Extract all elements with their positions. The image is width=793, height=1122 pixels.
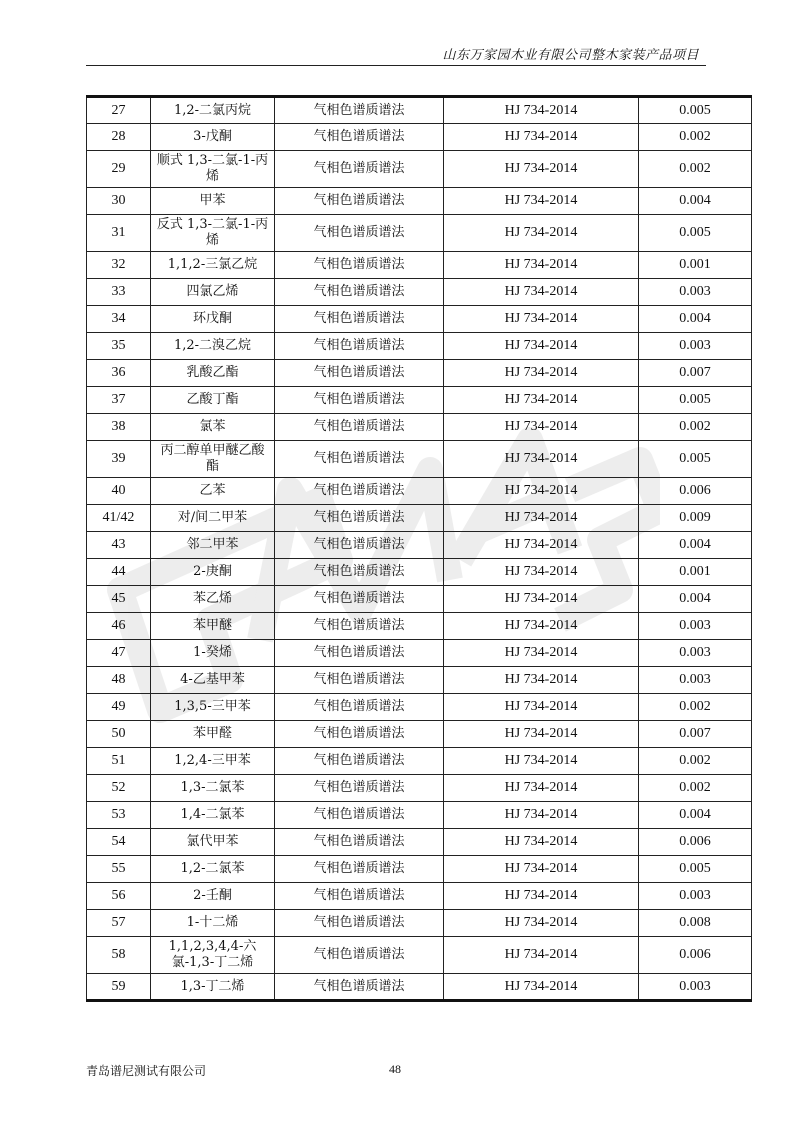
- cell-standard: HJ 734-2014: [444, 883, 639, 910]
- cell-standard: HJ 734-2014: [444, 613, 639, 640]
- cell-number: 52: [87, 775, 151, 802]
- cell-compound-name: 1,3-二氯苯: [151, 775, 275, 802]
- cell-compound-name: 1,1,2,3,4,4-六氯-1,3-丁二烯: [151, 937, 275, 974]
- cell-standard: HJ 734-2014: [444, 559, 639, 586]
- footer-company: 青岛谱尼测试有限公司: [86, 1064, 207, 1078]
- table-row: [87, 613, 752, 640]
- cell-method: 气相色谱质谱法: [275, 279, 444, 306]
- cell-limit: 0.004: [639, 532, 752, 559]
- table-row: [87, 215, 752, 252]
- cell-standard: HJ 734-2014: [444, 360, 639, 387]
- cell-compound-name: 1,2-二氯丙烷: [151, 97, 275, 124]
- cell-standard: HJ 734-2014: [444, 937, 639, 974]
- cell-standard: HJ 734-2014: [444, 279, 639, 306]
- cell-limit: 0.002: [639, 151, 752, 188]
- cell-method: 气相色谱质谱法: [275, 306, 444, 333]
- cell-standard: HJ 734-2014: [444, 974, 639, 1001]
- cell-method: 气相色谱质谱法: [275, 694, 444, 721]
- cell-limit: 0.003: [639, 279, 752, 306]
- table-row: [87, 937, 752, 974]
- cell-standard: HJ 734-2014: [444, 721, 639, 748]
- cell-compound-name: 2-庚酮: [151, 559, 275, 586]
- detection-limit-table-container: [86, 95, 711, 1002]
- table-row: [87, 279, 752, 306]
- cell-standard: HJ 734-2014: [444, 748, 639, 775]
- cell-method: 气相色谱质谱法: [275, 532, 444, 559]
- cell-compound-name: 1-癸烯: [151, 640, 275, 667]
- cell-number: 43: [87, 532, 151, 559]
- cell-compound-name: 邻二甲苯: [151, 532, 275, 559]
- cell-method: 气相色谱质谱法: [275, 748, 444, 775]
- table-row: [87, 883, 752, 910]
- cell-number: 55: [87, 856, 151, 883]
- cell-limit: 0.002: [639, 748, 752, 775]
- table-row: [87, 532, 752, 559]
- cell-standard: HJ 734-2014: [444, 97, 639, 124]
- cell-number: 34: [87, 306, 151, 333]
- cell-compound-name: 1-十二烯: [151, 910, 275, 937]
- cell-compound-name: 四氯乙烯: [151, 279, 275, 306]
- table-body: [87, 97, 752, 1001]
- cell-number: 29: [87, 151, 151, 188]
- cell-limit: 0.002: [639, 775, 752, 802]
- cell-limit: 0.003: [639, 333, 752, 360]
- cell-compound-name: 甲苯: [151, 188, 275, 215]
- table-row: [87, 124, 752, 151]
- table-row: [87, 333, 752, 360]
- cell-compound-name: 1,2,4-三甲苯: [151, 748, 275, 775]
- table-row: [87, 856, 752, 883]
- cell-number: 41/42: [87, 505, 151, 532]
- cell-method: 气相色谱质谱法: [275, 333, 444, 360]
- cell-number: 48: [87, 667, 151, 694]
- cell-method: 气相色谱质谱法: [275, 586, 444, 613]
- cell-limit: 0.002: [639, 414, 752, 441]
- cell-method: 气相色谱质谱法: [275, 856, 444, 883]
- cell-method: 气相色谱质谱法: [275, 188, 444, 215]
- cell-limit: 0.005: [639, 441, 752, 478]
- cell-compound-name: 1,3,5-三甲苯: [151, 694, 275, 721]
- cell-compound-name: 苯甲醛: [151, 721, 275, 748]
- cell-standard: HJ 734-2014: [444, 414, 639, 441]
- cell-standard: HJ 734-2014: [444, 910, 639, 937]
- table-row: [87, 97, 752, 124]
- cell-limit: 0.007: [639, 721, 752, 748]
- cell-number: 27: [87, 97, 151, 124]
- cell-limit: 0.006: [639, 478, 752, 505]
- table-row: [87, 775, 752, 802]
- cell-compound-name: 氯苯: [151, 414, 275, 441]
- cell-standard: HJ 734-2014: [444, 333, 639, 360]
- cell-method: 气相色谱质谱法: [275, 883, 444, 910]
- cell-compound-name: 2-壬酮: [151, 883, 275, 910]
- cell-method: 气相色谱质谱法: [275, 505, 444, 532]
- cell-compound-name: 苯甲醚: [151, 613, 275, 640]
- cell-standard: HJ 734-2014: [444, 215, 639, 252]
- cell-limit: 0.007: [639, 360, 752, 387]
- cell-method: 气相色谱质谱法: [275, 215, 444, 252]
- cell-standard: HJ 734-2014: [444, 441, 639, 478]
- cell-number: 38: [87, 414, 151, 441]
- cell-limit: 0.006: [639, 937, 752, 974]
- cell-compound-name: 1,3-丁二烯: [151, 974, 275, 1001]
- cell-standard: HJ 734-2014: [444, 640, 639, 667]
- cell-standard: HJ 734-2014: [444, 151, 639, 188]
- cell-standard: HJ 734-2014: [444, 306, 639, 333]
- table-row: [87, 721, 752, 748]
- cell-limit: 0.003: [639, 883, 752, 910]
- cell-number: 49: [87, 694, 151, 721]
- cell-number: 57: [87, 910, 151, 937]
- cell-method: 气相色谱质谱法: [275, 802, 444, 829]
- cell-standard: HJ 734-2014: [444, 387, 639, 414]
- cell-method: 气相色谱质谱法: [275, 559, 444, 586]
- cell-number: 53: [87, 802, 151, 829]
- cell-compound-name: 乳酸乙酯: [151, 360, 275, 387]
- cell-limit: 0.002: [639, 124, 752, 151]
- detection-limit-table: [86, 95, 752, 1002]
- cell-number: 35: [87, 333, 151, 360]
- cell-method: 气相色谱质谱法: [275, 775, 444, 802]
- cell-compound-name: 反式 1,3-二氯-1-丙烯: [151, 215, 275, 252]
- cell-compound-name: 丙二醇单甲醚乙酸酯: [151, 441, 275, 478]
- cell-method: 气相色谱质谱法: [275, 478, 444, 505]
- table-row: [87, 414, 752, 441]
- cell-method: 气相色谱质谱法: [275, 721, 444, 748]
- cell-method: 气相色谱质谱法: [275, 441, 444, 478]
- table-row: [87, 387, 752, 414]
- cell-standard: HJ 734-2014: [444, 694, 639, 721]
- cell-standard: HJ 734-2014: [444, 856, 639, 883]
- cell-number: 31: [87, 215, 151, 252]
- cell-number: 50: [87, 721, 151, 748]
- page-header-title: 山东万家园木业有限公司整木家装产品项目: [442, 48, 699, 63]
- cell-number: 39: [87, 441, 151, 478]
- cell-method: 气相色谱质谱法: [275, 937, 444, 974]
- cell-compound-name: 1,4-二氯苯: [151, 802, 275, 829]
- cell-number: 37: [87, 387, 151, 414]
- cell-number: 54: [87, 829, 151, 856]
- cell-number: 32: [87, 252, 151, 279]
- cell-limit: 0.003: [639, 613, 752, 640]
- table-row: [87, 694, 752, 721]
- cell-number: 56: [87, 883, 151, 910]
- cell-limit: 0.005: [639, 215, 752, 252]
- cell-limit: 0.005: [639, 97, 752, 124]
- cell-number: 40: [87, 478, 151, 505]
- cell-standard: HJ 734-2014: [444, 478, 639, 505]
- cell-compound-name: 1,2-二溴乙烷: [151, 333, 275, 360]
- table-row: [87, 640, 752, 667]
- cell-limit: 0.003: [639, 640, 752, 667]
- cell-method: 气相色谱质谱法: [275, 974, 444, 1001]
- cell-number: 44: [87, 559, 151, 586]
- table-row: [87, 252, 752, 279]
- cell-compound-name: 3-戊酮: [151, 124, 275, 151]
- cell-standard: HJ 734-2014: [444, 505, 639, 532]
- table-row: [87, 441, 752, 478]
- cell-limit: 0.003: [639, 667, 752, 694]
- cell-number: 59: [87, 974, 151, 1001]
- cell-limit: 0.001: [639, 252, 752, 279]
- cell-compound-name: 氯代甲苯: [151, 829, 275, 856]
- cell-number: 45: [87, 586, 151, 613]
- table-row: [87, 559, 752, 586]
- cell-method: 气相色谱质谱法: [275, 387, 444, 414]
- cell-number: 30: [87, 188, 151, 215]
- cell-method: 气相色谱质谱法: [275, 252, 444, 279]
- cell-number: 33: [87, 279, 151, 306]
- cell-standard: HJ 734-2014: [444, 124, 639, 151]
- table-row: [87, 910, 752, 937]
- cell-limit: 0.008: [639, 910, 752, 937]
- cell-method: 气相色谱质谱法: [275, 667, 444, 694]
- cell-compound-name: 环戊酮: [151, 306, 275, 333]
- cell-number: 28: [87, 124, 151, 151]
- cell-number: 36: [87, 360, 151, 387]
- cell-compound-name: 4-乙基甲苯: [151, 667, 275, 694]
- cell-compound-name: 对/间二甲苯: [151, 505, 275, 532]
- cell-limit: 0.004: [639, 188, 752, 215]
- cell-method: 气相色谱质谱法: [275, 360, 444, 387]
- cell-number: 58: [87, 937, 151, 974]
- cell-method: 气相色谱质谱法: [275, 151, 444, 188]
- table-row: [87, 505, 752, 532]
- cell-limit: 0.004: [639, 802, 752, 829]
- cell-limit: 0.005: [639, 856, 752, 883]
- cell-method: 气相色谱质谱法: [275, 97, 444, 124]
- cell-limit: 0.009: [639, 505, 752, 532]
- cell-limit: 0.004: [639, 306, 752, 333]
- cell-standard: HJ 734-2014: [444, 775, 639, 802]
- table-row: [87, 360, 752, 387]
- cell-compound-name: 1,2-二氯苯: [151, 856, 275, 883]
- table-row: [87, 306, 752, 333]
- table-row: [87, 151, 752, 188]
- cell-limit: 0.004: [639, 586, 752, 613]
- cell-compound-name: 苯乙烯: [151, 586, 275, 613]
- table-row: [87, 829, 752, 856]
- cell-number: 46: [87, 613, 151, 640]
- cell-method: 气相色谱质谱法: [275, 910, 444, 937]
- cell-limit: 0.005: [639, 387, 752, 414]
- table-row: [87, 748, 752, 775]
- cell-standard: HJ 734-2014: [444, 802, 639, 829]
- table-row: [87, 478, 752, 505]
- table-row: [87, 586, 752, 613]
- cell-method: 气相色谱质谱法: [275, 414, 444, 441]
- cell-number: 47: [87, 640, 151, 667]
- cell-standard: HJ 734-2014: [444, 188, 639, 215]
- cell-compound-name: 乙酸丁酯: [151, 387, 275, 414]
- table-row: [87, 974, 752, 1001]
- page-number: 48: [389, 1062, 401, 1076]
- cell-standard: HJ 734-2014: [444, 667, 639, 694]
- header-rule: [86, 65, 706, 66]
- table-row: [87, 667, 752, 694]
- table-row: [87, 188, 752, 215]
- cell-method: 气相色谱质谱法: [275, 124, 444, 151]
- table-row: [87, 802, 752, 829]
- cell-compound-name: 1,1,2-三氯乙烷: [151, 252, 275, 279]
- cell-compound-name: 乙苯: [151, 478, 275, 505]
- cell-compound-name: 顺式 1,3-二氯-1-丙烯: [151, 151, 275, 188]
- cell-number: 51: [87, 748, 151, 775]
- cell-standard: HJ 734-2014: [444, 829, 639, 856]
- cell-standard: HJ 734-2014: [444, 252, 639, 279]
- cell-method: 气相色谱质谱法: [275, 829, 444, 856]
- cell-limit: 0.003: [639, 974, 752, 1001]
- cell-limit: 0.006: [639, 829, 752, 856]
- cell-method: 气相色谱质谱法: [275, 640, 444, 667]
- cell-standard: HJ 734-2014: [444, 586, 639, 613]
- cell-standard: HJ 734-2014: [444, 532, 639, 559]
- cell-method: 气相色谱质谱法: [275, 613, 444, 640]
- cell-limit: 0.002: [639, 694, 752, 721]
- cell-limit: 0.001: [639, 559, 752, 586]
